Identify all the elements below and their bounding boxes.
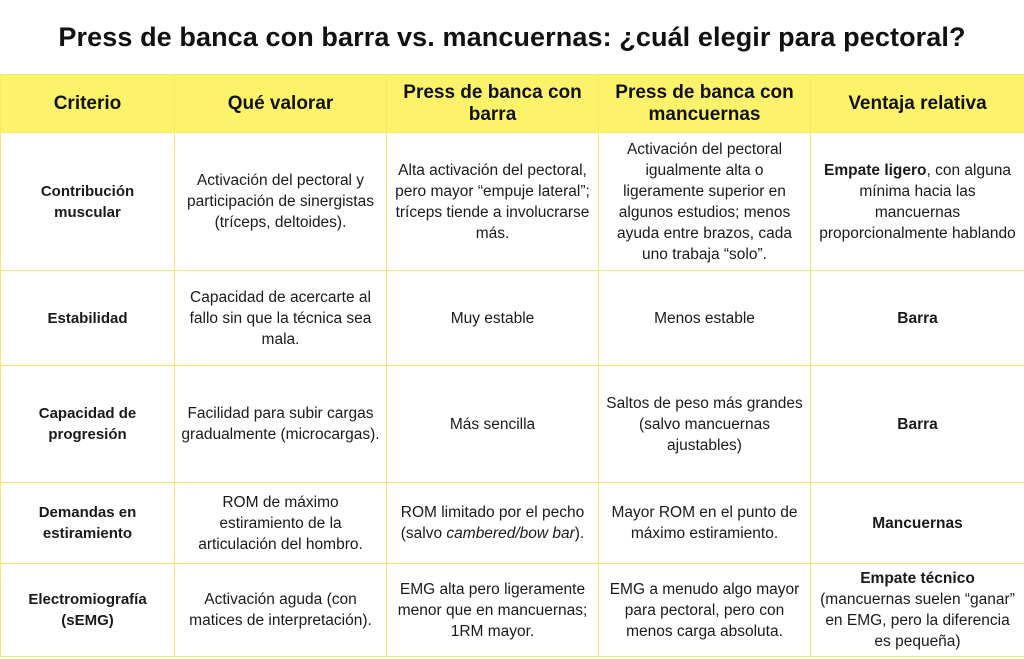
cell-barra (387, 483, 599, 564)
cell-mancuernas: Mayor ROM en el punto de máximo estiramiento. (599, 483, 811, 564)
header-ventaja: Ventaja relativa (811, 75, 1024, 133)
cell-ventaja (811, 564, 1024, 657)
cell-que-valorar: Activación aguda (con matices de interpretación). (175, 564, 387, 657)
cell-mancuernas: EMG a menudo algo mayor para pectoral, pero con menos carga absoluta. (599, 564, 811, 657)
ventaja-rest: , con alguna mínima hacia las mancuernas proporcionalmente hablando (819, 161, 1016, 242)
page-title: Press de banca con barra vs. mancuernas: ¿cuál elegir para pectoral? (58, 21, 966, 52)
cell-ventaja: Mancuernas (811, 483, 1024, 564)
cell-criterio: Capacidad de progresión (1, 366, 175, 483)
cell-barra: Más sencilla (387, 366, 599, 483)
cell-criterio: Demandas en estiramiento (1, 483, 175, 564)
header-mancuernas: Press de banca con mancuernas (599, 75, 811, 133)
cell-mancuernas: Menos estable (599, 271, 811, 366)
cell-barra: Muy estable (387, 271, 599, 366)
cell-que-valorar: Facilidad para subir cargas gradualmente (microcargas). (175, 366, 387, 483)
cell-que-valorar: Capacidad de acercarte al fallo sin que la técnica sea mala. (175, 271, 387, 366)
header-barra: Press de banca con barra (387, 75, 599, 133)
barra-text-post: ). (574, 525, 585, 542)
cell-que-valorar: ROM de máximo estiramiento de la articulación del hombro. (175, 483, 387, 564)
cell-barra: EMG alta pero ligeramente menor que en mancuernas; 1RM mayor. (387, 564, 599, 657)
cell-barra: Alta activación del pectoral, pero mayor “empuje lateral”; tríceps tiende a involucrarse más. (387, 133, 599, 271)
ventaja-bold: Empate ligero (824, 161, 927, 179)
cell-criterio: Contribución muscular (1, 133, 175, 271)
header-criterio: Criterio (1, 75, 175, 133)
cell-criterio: Estabilidad (1, 271, 175, 366)
ventaja-rest: (mancuernas suelen “ganar” en EMG, pero la diferencia es pequeña) (820, 591, 1015, 650)
table-header-row (1, 75, 1024, 133)
header-que-valorar: Qué valorar (175, 75, 387, 133)
cell-ventaja: Barra (811, 366, 1024, 483)
cell-ventaja (811, 133, 1024, 271)
comparison-table (0, 74, 1024, 657)
table-row (1, 271, 1024, 366)
cell-ventaja: Barra (811, 271, 1024, 366)
cell-que-valorar: Activación del pectoral y participación de sinergistas (tríceps, deltoides). (175, 133, 387, 271)
barra-text-pre: ROM limitado por el pecho (salvo (400, 504, 585, 542)
cell-mancuernas: Activación del pectoral igualmente alta o ligeramente superior en algunos estudios; menos ayuda entre brazos, cada uno trabaja “solo”. (599, 133, 811, 271)
ventaja-bold: Empate técnico (860, 570, 975, 587)
table-row (1, 133, 1024, 271)
cell-mancuernas: Saltos de peso más grandes (salvo mancuernas ajustables) (599, 366, 811, 483)
barra-text-italic: cambered/bow bar (446, 525, 575, 542)
table-row (1, 366, 1024, 483)
cell-criterio: Electromiografía (sEMG) (1, 564, 175, 657)
table-row (1, 483, 1024, 564)
table-row (1, 564, 1024, 657)
